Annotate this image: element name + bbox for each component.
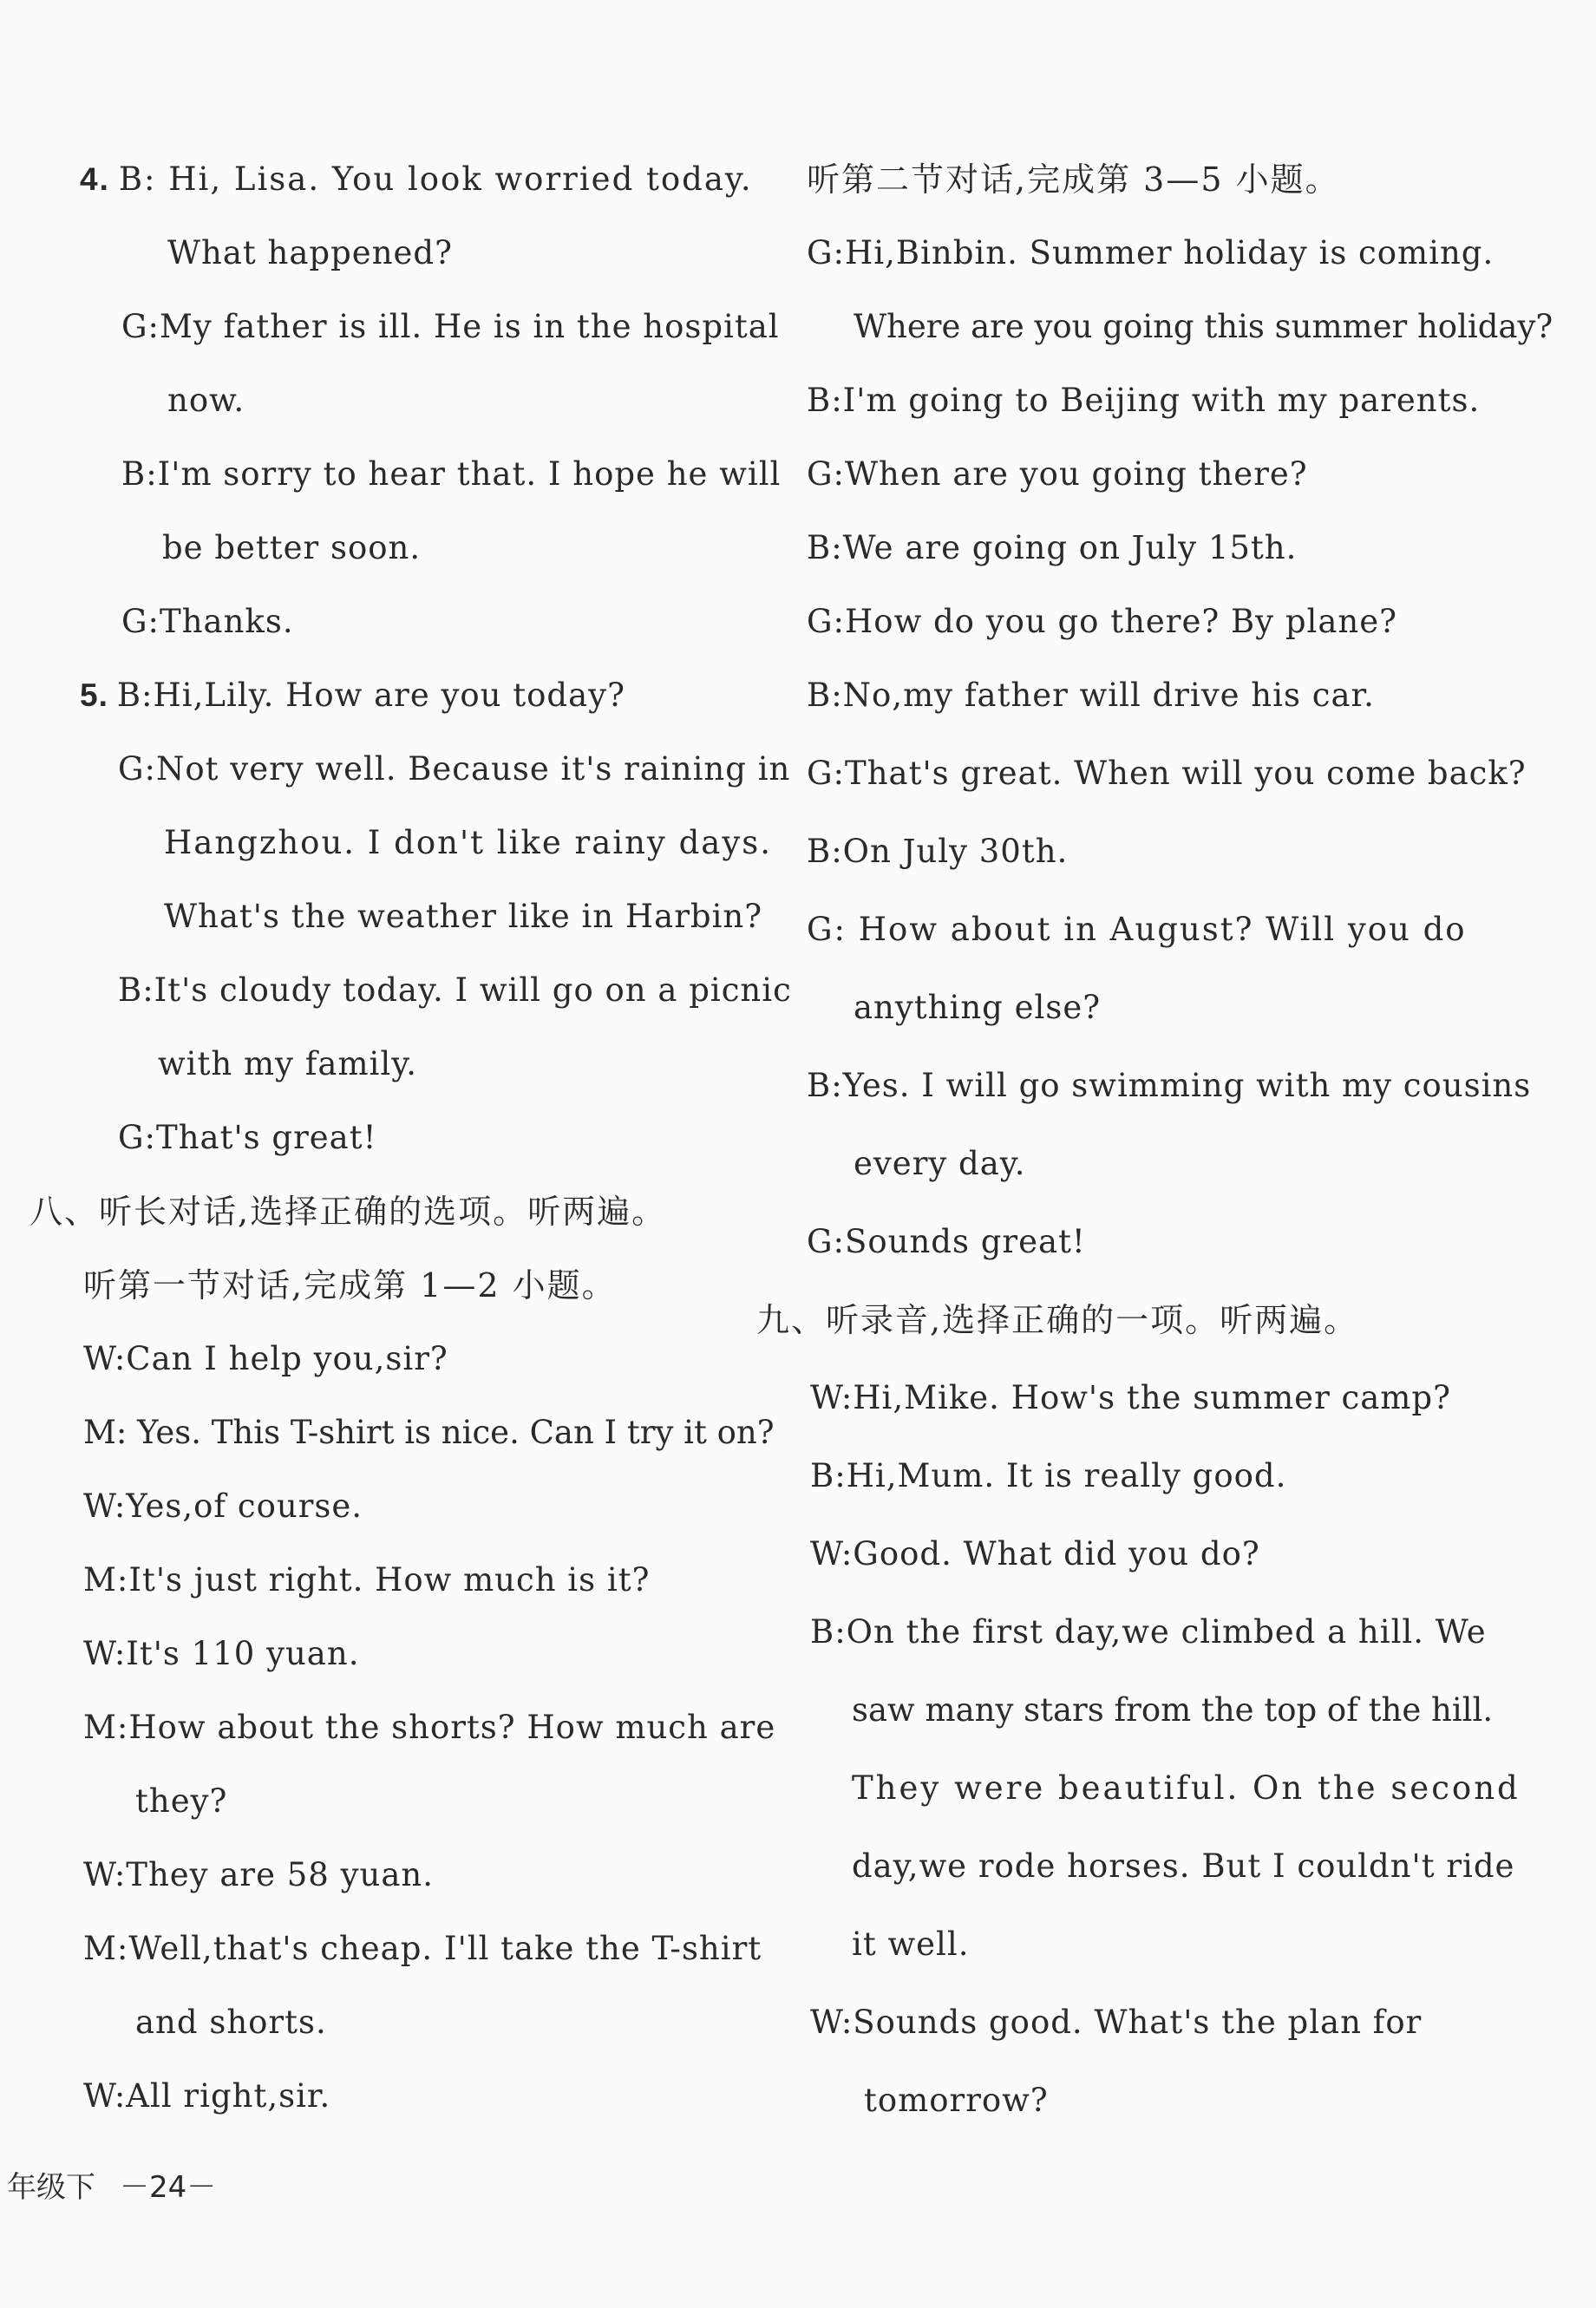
- page-number: －24－: [120, 2170, 217, 2205]
- q4-line-7: G:Thanks.: [121, 603, 294, 640]
- section-8-heading: 八、听长对话,选择正确的选项。听两遍。: [29, 1193, 667, 1231]
- q4-line-5: B:I'm sorry to hear that. I hope he will: [121, 455, 782, 493]
- q5-line-6: with my family.: [158, 1045, 417, 1082]
- section-8b-line-11: anything else?: [854, 989, 1102, 1026]
- section-9-line-1: W:Hi,Mike. How's the summer camp?: [810, 1379, 1451, 1416]
- section-9-line-10: tomorrow?: [864, 2082, 1049, 2119]
- section-8b-line-8: G:That's great. When will you come back?: [807, 755, 1527, 792]
- section-8-line-7: they?: [135, 1782, 228, 1820]
- section-8-line-11: W:All right,sir.: [83, 2077, 331, 2115]
- q4-line-2: What happened?: [167, 234, 453, 271]
- section-9-line-2: B:Hi,Mum. It is really good.: [810, 1457, 1287, 1494]
- section-8b-line-5: B:We are going on July 15th.: [807, 529, 1298, 566]
- q4-line-4: now.: [167, 382, 245, 419]
- section-8b-line-3: B:I'm going to Beijing with my parents.: [807, 382, 1481, 419]
- section-9-line-7: day,we rode horses. But I couldn't ride: [852, 1847, 1515, 1885]
- section-9-line-6: They were beautiful. On the second: [852, 1769, 1521, 1807]
- q5-line-1: [80, 677, 625, 714]
- section-8-line-6: M:How about the shorts? How much are: [83, 1709, 776, 1746]
- footer-grade: 年级下: [7, 2170, 95, 2205]
- q5-text-1: B:Hi,Lily. How are you today?: [116, 677, 625, 714]
- section-9-line-4: B:On the first day,we climbed a hill. We: [810, 1613, 1487, 1651]
- q5-line-2: G:Not very well. Because it's raining in: [118, 750, 791, 788]
- q5-line-3: Hangzhou. I don't like rainy days.: [164, 824, 772, 861]
- section-9-line-3: W:Good. What did you do?: [810, 1535, 1260, 1572]
- section-8b-line-13: every day.: [854, 1145, 1026, 1182]
- section-8b-line-6: G:How do you go there? By plane?: [807, 603, 1397, 640]
- section-9-line-5: saw many stars from the top of the hill.: [852, 1691, 1494, 1729]
- section-8-line-5: W:It's 110 yuan.: [83, 1635, 360, 1672]
- section-8-line-3: W:Yes,of course.: [83, 1487, 363, 1525]
- section-9-line-8: it well.: [852, 1926, 970, 1963]
- q5-line-7: G:That's great!: [118, 1119, 377, 1156]
- section-8-sub-1: 听第一节对话,完成第 1—2 小题。: [83, 1266, 617, 1304]
- section-9-line-9: W:Sounds good. What's the plan for: [810, 2004, 1423, 2041]
- section-9-heading: 九、听录音,选择正确的一项。听两遍。: [756, 1301, 1359, 1339]
- section-8b-line-9: B:On July 30th.: [807, 833, 1069, 870]
- q4-line-3: G:My father is ill. He is in the hospital: [121, 308, 780, 345]
- section-8b-line-7: B:No,my father will drive his car.: [807, 677, 1375, 714]
- section-8-line-8: W:They are 58 yuan.: [83, 1856, 434, 1893]
- section-8b-line-4: G:When are you going there?: [807, 455, 1308, 493]
- section-8-line-2: M: Yes. This T-shirt is nice. Can I try it on?: [83, 1414, 775, 1451]
- section-8b-line-1: G:Hi,Binbin. Summer holiday is coming.: [807, 234, 1495, 271]
- section-8-sub-2: 听第二节对话,完成第 3—5 小题。: [807, 160, 1340, 199]
- q4-line-6: be better soon.: [162, 529, 422, 566]
- q5-line-5: B:It's cloudy today. I will go on a picnic: [118, 971, 792, 1009]
- section-8b-line-10: G: How about in August? Will you do: [807, 911, 1467, 948]
- q4-line-1: [80, 160, 753, 198]
- section-8-line-1: W:Can I help you,sir?: [83, 1340, 448, 1377]
- section-8b-line-14: G:Sounds great!: [807, 1223, 1086, 1260]
- section-8-line-10: and shorts.: [135, 2004, 327, 2041]
- q4-text-1: B: Hi, Lisa. You look worried today.: [118, 160, 753, 198]
- q5-number: 5.: [80, 677, 108, 713]
- section-8b-line-12: B:Yes. I will go swimming with my cousins: [807, 1067, 1532, 1104]
- page-footer: [7, 2163, 216, 2206]
- q5-line-4: What's the weather like in Harbin?: [164, 898, 763, 935]
- section-8b-line-2: Where are you going this summer holiday?: [854, 308, 1553, 345]
- section-8-line-4: M:It's just right. How much is it?: [83, 1561, 651, 1599]
- q4-number: 4.: [80, 161, 110, 197]
- section-8-line-9: M:Well,that's cheap. I'll take the T-shirt: [83, 1930, 762, 1967]
